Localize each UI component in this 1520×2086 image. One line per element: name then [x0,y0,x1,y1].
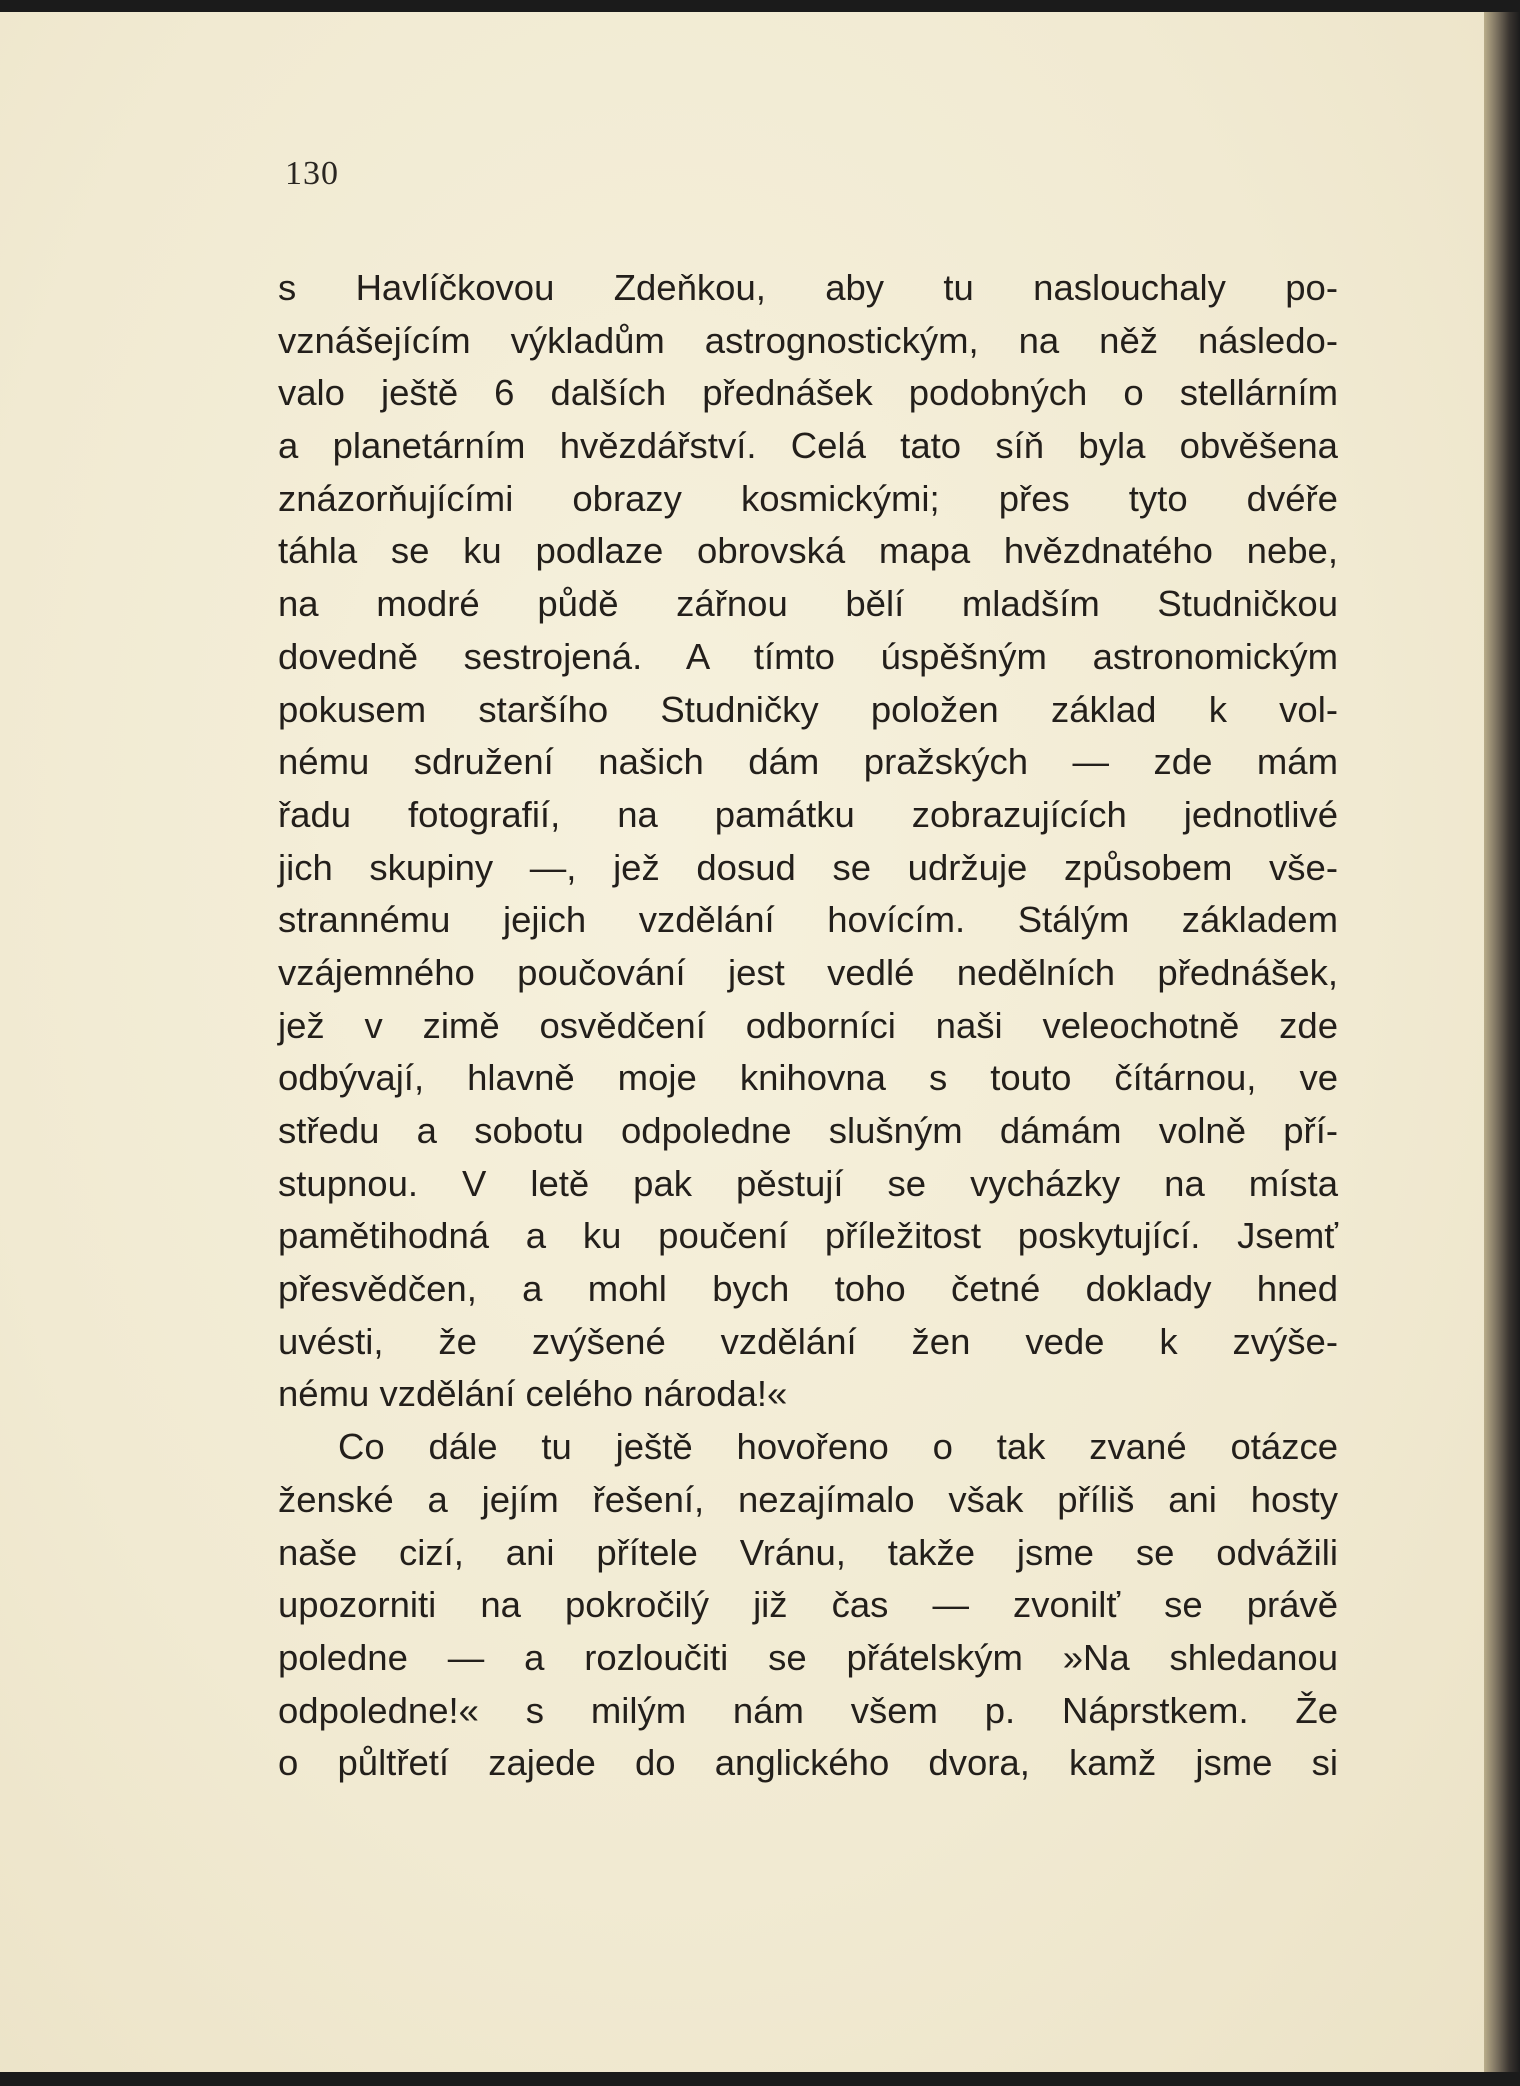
text-line: znázorňujícími obrazy kosmickými; přes tyto dvéře [278,477,1338,519]
text-line: nému sdružení našich dám pražských — zde mám [278,741,1338,783]
text-line: ženské a jejím řešení, nezajímalo však příliš ani hosty [278,1478,1338,1520]
text-line: vznášejícím výkladům astrognostickým, na něž následo- [278,319,1338,361]
text-line: jež v zimě osvědčení odborníci naši veleochotně zde [278,1004,1338,1046]
text-line: valo ještě 6 dalších přednášek podobných o stellárním [278,372,1338,414]
text-line: řadu fotografií, na památku zobrazujících jednotlivé [278,793,1338,835]
text-line: strannému jejich vzdělání hovícím. Stálým základem [278,899,1338,941]
text-line: jich skupiny —, jež dosud se udržuje způsobem vše- [278,846,1338,888]
text-line: poledne — a rozloučiti se přátelským »Na shledanou [278,1636,1338,1678]
text-line: odbývají, hlavně moje knihovna s touto čítárnou, ve [278,1057,1338,1099]
text-line: a planetárním hvězdářství. Celá tato síň byla obvěšena [278,425,1338,467]
text-line: táhla se ku podlaze obrovská mapa hvězdnatého nebe, [278,530,1338,572]
body-text [278,262,1338,1790]
page-edge-shadow [1484,12,1520,2072]
text-line: naše cizí, ani přítele Vránu, takže jsme se odvážili [278,1531,1338,1573]
text-line: nému vzdělání celého národa!« [278,1373,788,1415]
text-line: dovedně sestrojená. A tímto úspěšným astronomickým [278,635,1338,677]
text-line: o půltřetí zajede do anglického dvora, kamž jsme si [278,1742,1338,1784]
text-line: upozorniti na pokročilý již čas — zvonilť se právě [278,1584,1338,1626]
text-line: pamětihodná a ku poučení příležitost poskytující. Jsemť [278,1215,1338,1257]
text-line: vzájemného poučování jest vedlé nedělních přednášek, [278,951,1338,993]
text-line: přesvědčen, a mohl bych toho četné doklady hned [278,1268,1338,1310]
page-number: 130 [285,155,339,192]
text-line: středu a sobotu odpoledne slušným dámám volně pří- [278,1110,1338,1151]
text-line: uvésti, že zvýšené vzdělání žen vede k zvýše- [278,1320,1338,1362]
text-line: na modré půdě zářnou bělí mladším Studničkou [278,583,1338,625]
text-line: s Havlíčkovou Zdeňkou, aby tu naslouchaly po- [278,267,1338,308]
text-line: odpoledne!« s milým nám všem p. Náprstkem. Že [278,1689,1338,1731]
text-line: stupnou. V letě pak pěstují se vycházky na místa [278,1162,1338,1204]
text-line: pokusem staršího Studničky položen základ k vol- [278,688,1338,730]
text-line: Co dále tu ještě hovořeno o tak zvané otázce [338,1426,1338,1468]
